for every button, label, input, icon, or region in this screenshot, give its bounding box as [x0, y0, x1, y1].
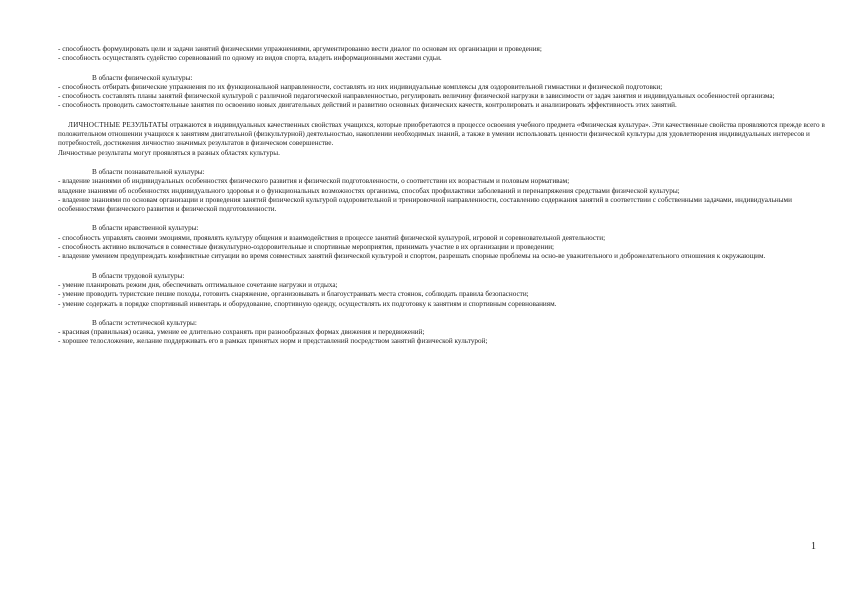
list-item: - способность отбирать физические упражнения по их функциональной направленности, составлять из них индивидуальные комплексы для оздоровительной гимнастики и физической подготовки;: [58, 82, 663, 91]
section-heading-aesthetic: В области эстетической культуры:: [92, 318, 197, 327]
list-item: - умение содержать в порядке спортивный инвентарь и оборудование, спортивную одежду, осуществлять их подготовку к занятиям и спортивным соревнованиям.: [58, 299, 557, 308]
intro-line: - способность осуществлять судейство соревнований по одному из видов спорта, владеть информационными жестами судьи.: [58, 54, 442, 63]
list-item: - красивая (правильная) осанка, умение ее длительно сохранять при разнообразных формах движения и передвижений;: [58, 328, 425, 337]
list-item: - способность активно включаться в совместные физкультурно-оздоровительные и спортивные мероприятия, принимать участие в их организации и проведении;: [58, 243, 555, 252]
list-item: - способность управлять своими эмоциями, проявлять культуру общения и взаимодействия в процессе занятий физической культурой, игровой и соревновательной деятельности;: [58, 233, 606, 242]
section-heading-physical: В области физической культуры:: [92, 73, 193, 82]
list-item: - владение знаниями об индивидуальных особенностях физического развития и физической подготовленности, о соответствии их возрастным и половым нормативам;: [58, 177, 570, 186]
document-page: [58, 45, 828, 347]
personal-results-paragraph: [58, 121, 828, 149]
list-item: - владение знаниями по основам организации и проведения занятий физической культурой оздоровительной и тренировочной направленности, составлению содержания занятий в соответствии с собственными задачами, индивидуальными особенностями физического развития и физической подготовленности.: [58, 195, 792, 214]
page-number: 1: [811, 541, 816, 552]
list-item: - умение планировать режим дня, обеспечивать оптимальное сочетание нагрузки и отдыха;: [58, 280, 338, 289]
section-heading-cognitive: В области познавательной культуры:: [92, 167, 205, 176]
list-item: - способность проводить самостоятельные занятия по освоению новых двигательных действий и развитию основных физических качеств, контролировать и анализировать эффективность этих занятий.: [58, 101, 677, 110]
list-item: - способность составлять планы занятий физической культурой с различной педагогической направленностью, регулировать величину физической нагрузки в зависимости от задач занятия и индивидуальных особенностей организма;: [58, 92, 775, 101]
section-heading-moral: В области нравственной культуры:: [92, 224, 199, 233]
section-heading-labor: В области трудовой культуры:: [92, 271, 185, 280]
personal-results-after: Личностные результаты могут проявляться в разных областях культуры.: [58, 148, 280, 157]
list-item: - хорошее телосложение, желание поддерживать его в рамках принятых норм и представлений посредством занятий физической культурой;: [58, 337, 488, 346]
list-item: владение знаниями об особенностях индивидуального здоровья и о функциональных возможностях организма, способах профилактики заболеваний и перенапряжения средствами физической культуры;: [58, 186, 680, 195]
list-item: - владение умением предупреждать конфликтные ситуации во время совместных занятий физической культурой и спортом, разрешать спорные проблемы на осно-ве уважительного и доброжелательного отношения к окружающим.: [58, 252, 766, 261]
personal-results-lead: ЛИЧНОСТНЫЕ РЕЗУЛЬТАТЫ: [68, 120, 169, 129]
list-item: - умение проводить туристские пешие походы, готовить снаряжение, организовывать и благоустраивать места стоянок, соблюдать правила безопасности;: [58, 290, 529, 299]
personal-results-text: отражаются в индивидуальных качественных свойствах учащихся, которые приобретаются в процессе освоения учебного предмета «Физическая культура». Эти качественные свойства проявляются прежде всего в положительном отношении учащихся к занятиям двигательной (физкультурной) деятельностью, накоплении необходимых знаний, а также в умении использовать ценности физической культуры для удовлетворения индивидуальных интересов и потребностей, достижения личностно значимых результатов в физическом совершенстве.: [58, 120, 825, 148]
intro-line: - способность формулировать цели и задачи занятий физическими упражнениями, аргументированно вести диалог по основам их организации и проведения;: [58, 45, 542, 53]
